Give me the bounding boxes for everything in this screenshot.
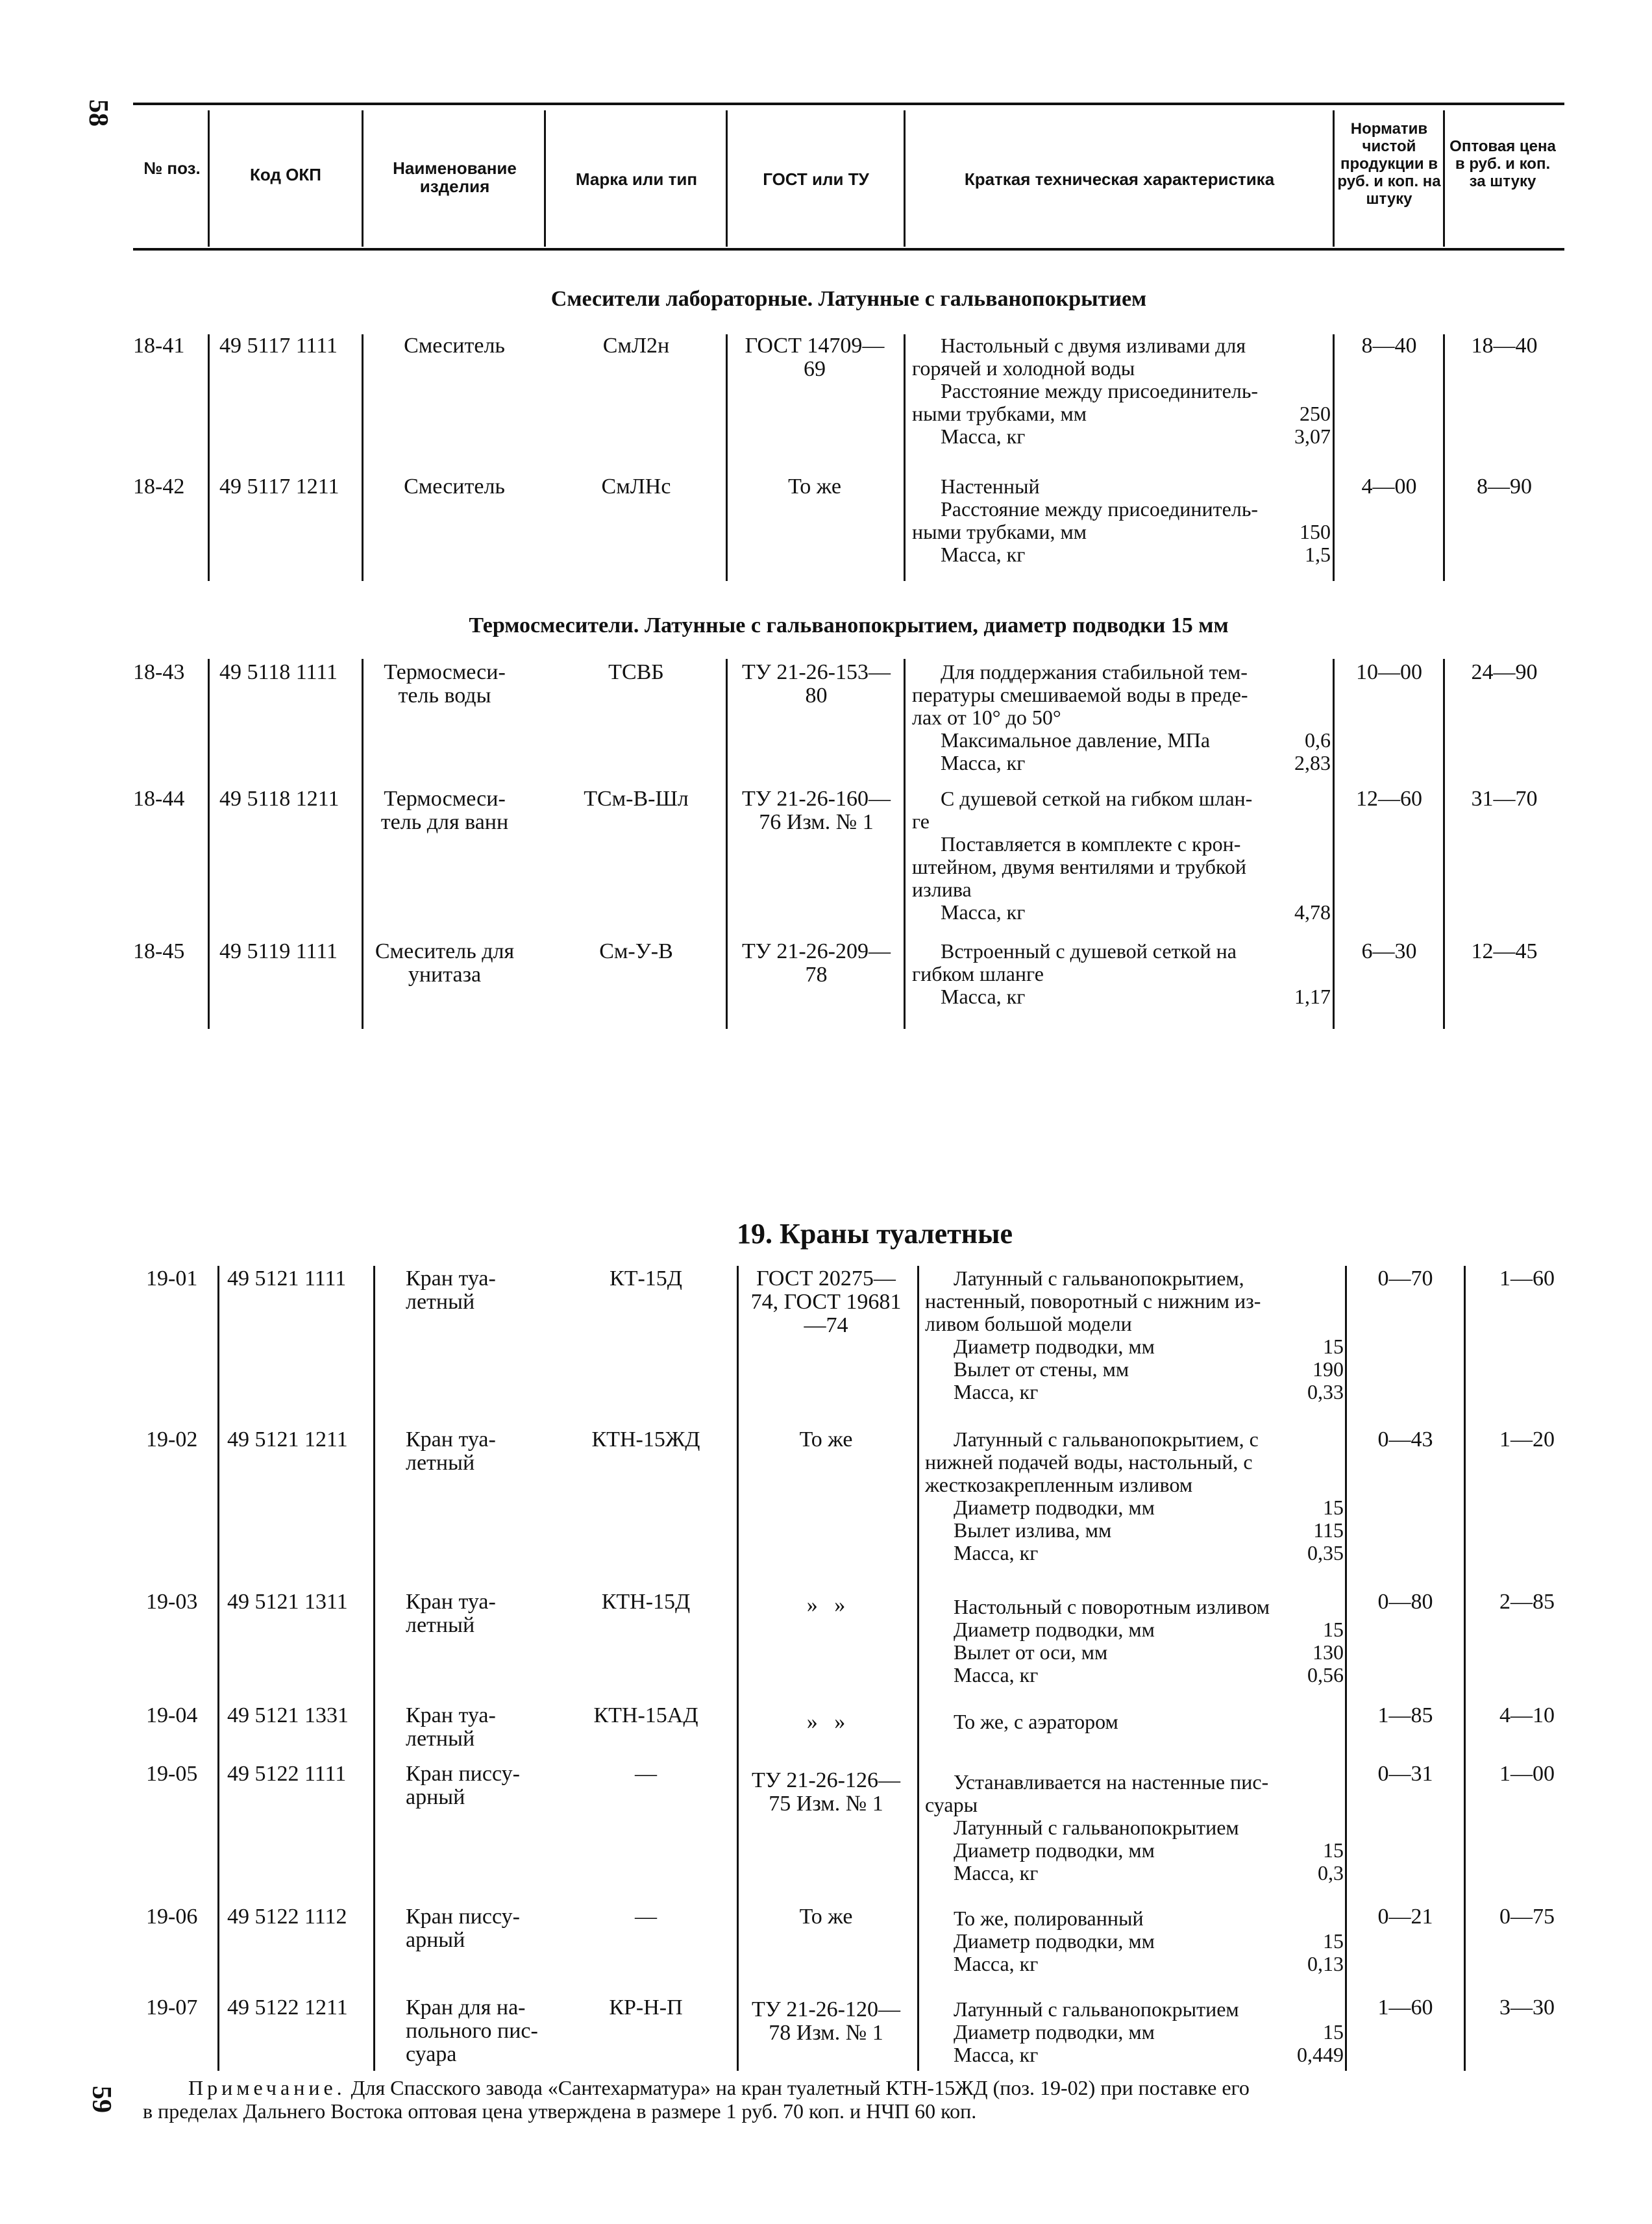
row-number: 19-06 xyxy=(146,1905,198,1929)
footnote-line: в пределах Дальнего Востока оптовая цена утверждена в размере 1 руб. 70 коп. и НЧП 60 коп. xyxy=(143,2099,977,2123)
row-norm: 6—30 xyxy=(1361,939,1417,963)
row-description: Латунный с гальванопокрытием, с нижней подачей воды, настольный, с жесткозакрепленным изливом Диаметр подводки, мм 15 Вылет излива, мм 115 Масса, кг 0,35 xyxy=(925,1427,1344,1564)
row-mark: СмЛ2н xyxy=(602,334,670,358)
row-mark: СмЛНс xyxy=(601,475,671,499)
row-gost: То же xyxy=(799,1905,853,1929)
row-okp: 49 5121 1331 xyxy=(227,1703,349,1727)
column-rule xyxy=(208,659,210,1029)
row-number: 19-05 xyxy=(146,1762,198,1786)
header-col-no: № поз. xyxy=(143,158,201,178)
row-description: Встроенный с душевой сеткой на гибком шланге Масса, кг 1,17 xyxy=(912,939,1331,1008)
row-name: Кран для на- польного пис- суара xyxy=(406,1995,538,2066)
header-divider xyxy=(1333,110,1335,247)
row-norm: 1—60 xyxy=(1377,1995,1433,2020)
column-rule xyxy=(362,659,364,1029)
row-description: Латунный с гальванопокрытием Диаметр подводки, мм 15 Масса, кг 0,449 xyxy=(954,1997,1344,2066)
row-norm: 4—00 xyxy=(1361,475,1417,499)
header-bottom-rule xyxy=(133,248,1564,251)
row-number: 18-41 xyxy=(133,334,185,358)
row-description: То же, полированный Диаметр подводки, мм 15 Масса, кг 0,13 xyxy=(954,1907,1344,1975)
row-okp: 49 5121 1111 xyxy=(227,1266,347,1291)
row-name: Кран туа- летный xyxy=(406,1266,496,1314)
footnote xyxy=(143,2076,1577,2123)
row-price: 1—00 xyxy=(1499,1762,1555,1786)
row-gost: То же xyxy=(799,1427,853,1452)
row-gost: ТУ 21-26-120—78 Изм. № 1 xyxy=(752,1997,900,2045)
row-number: 18-45 xyxy=(133,939,185,963)
row-gost: ТУ 21-26-153—80 xyxy=(742,660,891,708)
row-price: 2—85 xyxy=(1499,1590,1555,1614)
header-col-mark: Марка или тип xyxy=(575,169,698,189)
row-mark: КТ-15Д xyxy=(610,1266,682,1291)
header-divider xyxy=(208,110,210,247)
row-number: 18-42 xyxy=(133,475,185,499)
row-okp: 49 5122 1112 xyxy=(227,1905,347,1929)
row-price: 18—40 xyxy=(1471,334,1538,358)
section-heading: 19. Краны туалетные xyxy=(737,1218,1013,1250)
row-gost: ТУ 21-26-209—78 xyxy=(742,939,891,987)
row-price: 1—20 xyxy=(1499,1427,1555,1452)
row-mark: — xyxy=(635,1762,657,1786)
row-okp: 49 5122 1211 xyxy=(227,1995,348,2020)
header-col-norm: Норматив чистой продукции в руб. и коп. на штуку xyxy=(1337,120,1441,208)
row-mark: ТСм-В-Шл xyxy=(584,787,689,811)
column-rule xyxy=(904,659,906,1029)
row-number: 18-43 xyxy=(133,660,185,684)
row-okp: 49 5121 1211 xyxy=(227,1427,348,1452)
row-price: 31—70 xyxy=(1471,787,1538,811)
page-number-top: 58 xyxy=(83,99,113,127)
header-top-rule xyxy=(133,103,1564,105)
row-mark: КТН-15ЖД xyxy=(591,1427,700,1452)
column-rule xyxy=(917,1266,919,2071)
row-okp: 49 5122 1111 xyxy=(227,1762,347,1786)
footnote-label: Примечание. xyxy=(188,2076,346,2099)
row-gost: ТУ 21-26-160—76 Изм. № 1 xyxy=(742,787,891,834)
row-norm: 0—31 xyxy=(1377,1762,1433,1786)
column-rule xyxy=(362,334,364,581)
column-rule xyxy=(726,334,728,581)
row-description: Устанавливается на настенные пис- суары Латунный с гальванопокрытием Диаметр подводки, мм 15 Масса, кг 0,3 xyxy=(925,1770,1344,1884)
row-price: 24—90 xyxy=(1471,660,1538,684)
row-description: То же, с аэратором xyxy=(954,1710,1118,1733)
header-divider xyxy=(544,110,546,247)
row-price: 0—75 xyxy=(1499,1905,1555,1929)
header-col-desc: Краткая техническая характеристика xyxy=(964,169,1275,189)
row-number: 18-44 xyxy=(133,787,185,811)
row-number: 19-01 xyxy=(146,1266,198,1291)
row-norm: 12—60 xyxy=(1356,787,1422,811)
column-rule xyxy=(1443,334,1445,581)
row-name: Кран туа- летный xyxy=(406,1703,496,1751)
row-mark: См-У-В xyxy=(599,939,673,963)
row-okp: 49 5118 1211 xyxy=(219,787,339,811)
row-mark: ТСВБ xyxy=(608,660,664,684)
header-col-name: Наименование изделия xyxy=(393,158,517,196)
page-number-bottom: 59 xyxy=(86,2086,116,2113)
row-price: 8—90 xyxy=(1477,475,1532,499)
section-title: Термосмесители. Латунные с гальванопокрытием, диаметр подводки 15 мм xyxy=(469,613,1229,637)
row-name: Кран писсу- арный xyxy=(406,1905,520,1952)
column-rule xyxy=(726,659,728,1029)
column-rule xyxy=(373,1266,375,2071)
header-divider xyxy=(1443,110,1445,247)
row-mark: КТН-15АД xyxy=(593,1703,698,1727)
row-description: Настольный с поворотным изливом Диаметр подводки, мм 15 Вылет от оси, мм 130 Масса, кг 0,56 xyxy=(954,1595,1344,1687)
row-name: Кран писсу- арный xyxy=(406,1762,520,1809)
column-rule xyxy=(737,1266,739,2071)
row-description: Для поддержания стабильной тем- пературы смешиваемой воды в преде- лах от 10° до 50° Максимальное давление, МПа 0,6 Масса, кг 2,83 xyxy=(912,660,1331,774)
row-name: Смеситель xyxy=(404,475,505,499)
row-norm: 8—40 xyxy=(1361,334,1417,358)
row-name: Кран туа- летный xyxy=(406,1590,496,1637)
row-okp: 49 5119 1111 xyxy=(219,939,338,963)
row-price: 3—30 xyxy=(1499,1995,1555,2020)
row-name: Кран туа- летный xyxy=(406,1427,496,1475)
row-okp: 49 5117 1111 xyxy=(219,334,338,358)
row-mark: КР-Н-П xyxy=(609,1995,683,2020)
header-divider xyxy=(904,110,906,247)
column-rule xyxy=(904,334,906,581)
row-gost: ГОСТ 20275—74, ГОСТ 19681—74 xyxy=(750,1266,902,1337)
column-rule xyxy=(208,334,210,581)
row-number: 19-07 xyxy=(146,1995,198,2020)
row-price: 4—10 xyxy=(1499,1703,1555,1727)
row-norm: 0—70 xyxy=(1377,1266,1433,1291)
header-col-price: Оптовая цена в руб. и коп. за штуку xyxy=(1449,138,1556,190)
row-gost: ТУ 21-26-126—75 Изм. № 1 xyxy=(752,1768,900,1816)
header-col-okp: Код ОКП xyxy=(250,165,321,184)
header-col-gost: ГОСТ или ТУ xyxy=(763,169,869,189)
row-gost: ГОСТ 14709—69 xyxy=(745,334,885,381)
column-rule xyxy=(1443,659,1445,1029)
row-description: С душевой сеткой на гибком шлан- ге Поставляется в комплекте с крон- штейном, двумя вентилями и трубкой излива Масса, кг 4,78 xyxy=(912,787,1331,924)
row-number: 19-02 xyxy=(146,1427,198,1452)
row-norm: 0—43 xyxy=(1377,1427,1433,1452)
row-norm: 1—85 xyxy=(1377,1703,1433,1727)
row-okp: 49 5117 1211 xyxy=(219,475,339,499)
column-rule xyxy=(1464,1266,1466,2071)
row-norm: 0—21 xyxy=(1377,1905,1433,1929)
row-description: Настольный с двумя изливами для горячей и холодной воды Расстояние между присоединитель- ными трубками, мм 250 Масса, кг 3,07 xyxy=(912,334,1331,448)
footnote-line: Для Спасского завода «Сантехарматура» на кран туалетный КТН-15ЖД (поз. 19-02) при поставке его xyxy=(351,2076,1250,2099)
row-norm: 10—00 xyxy=(1356,660,1422,684)
row-okp: 49 5118 1111 xyxy=(219,660,338,684)
row-mark: КТН-15Д xyxy=(601,1590,691,1614)
column-rule xyxy=(1333,659,1335,1029)
row-price: 1—60 xyxy=(1499,1266,1555,1291)
row-name: Термосмеси- тель для ванн xyxy=(380,787,509,834)
row-name: Смеситель для унитаза xyxy=(375,939,515,987)
row-description: Латунный с гальванопокрытием, настенный, поворотный с нижним из- ливом большой модели Диаметр подводки, мм 15 Вылет от стены, мм 190 Масса, кг 0,33 xyxy=(925,1266,1344,1403)
header-divider xyxy=(726,110,728,247)
header-divider xyxy=(362,110,364,247)
row-description: Настенный Расстояние между присоединитель- ными трубками, мм 150 Масса, кг 1,5 xyxy=(912,475,1331,566)
row-mark: — xyxy=(635,1905,657,1929)
row-norm: 0—80 xyxy=(1377,1590,1433,1614)
row-number: 19-04 xyxy=(146,1703,198,1727)
section-title: Смесители лабораторные. Латунные с гальванопокрытием xyxy=(550,287,1147,311)
column-rule xyxy=(1345,1266,1347,2071)
row-name: Смеситель xyxy=(404,334,505,358)
row-name: Термосмеси- тель воды xyxy=(384,660,506,708)
row-gost: » » xyxy=(806,1710,846,1734)
column-rule xyxy=(217,1266,219,2071)
row-price: 12—45 xyxy=(1471,939,1538,963)
row-okp: 49 5121 1311 xyxy=(227,1590,348,1614)
column-rule xyxy=(1333,334,1335,581)
row-gost: То же xyxy=(788,475,841,499)
row-gost: » » xyxy=(806,1593,846,1617)
row-number: 19-03 xyxy=(146,1590,198,1614)
